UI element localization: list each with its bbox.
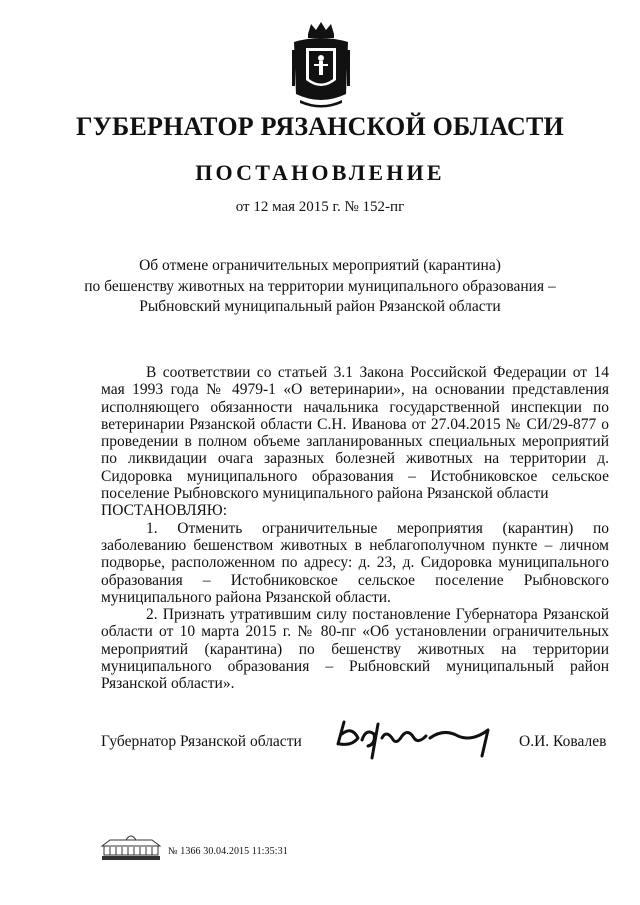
subject-line: Рыбновский муниципальный район Рязанской области: [139, 298, 501, 315]
signatory-name: О.И. Ковалев: [519, 733, 607, 750]
preamble-paragraph: В соответствии со статьей 3.1 Закона Российской Федерации от 14 мая 1993 года № 4979-1 «О ветеринарии», на основании представления исполняющего обязанности начальника государственной инспекции по ветеринарии Рязанской области С.Н. Иванова от 27.04.2015 № СИ/29-877 о проведении в полном объеме запланированных специальных мероприятий по ликвидации очага заразных болезней животных на территории д. Сидоровка муниципального образования – Истобниковское сельское поселение Рыбновского муниципального района Рязанской области: [101, 364, 609, 503]
document-type: ПОСТАНОВЛЕНИЕ: [195, 160, 445, 185]
issuer-title: ГУБЕРНАТОР РЯЗАНСКОЙ ОБЛАСТИ: [76, 112, 564, 141]
handwritten-signature: [332, 714, 504, 764]
registration-stamp: № 1366 30.04.2015 11:35:31: [168, 846, 288, 857]
subject-line: Об отмене ограничительных мероприятий (карантина): [139, 257, 501, 274]
item-1-paragraph: 1. Отменить ограничительные мероприятия (карантин) по заболеванию бешенством животных в неблагополучном пункте – личном подворье, расположенном по адресу: д. 23, д. Сидоровка муниципального образования – Истобниковское сельское поселение Рыбновского муниципального района Рязанской области.: [101, 519, 609, 606]
document-date-number: от 12 мая 2015 г. № 152-пг: [235, 199, 405, 215]
building-logo-icon: [100, 830, 162, 862]
coat-of-arms-icon: [286, 20, 356, 110]
decree-word: ПОСТАНОВЛЯЮ:: [101, 502, 228, 520]
signatory-title: Губернатор Рязанской области: [101, 733, 302, 750]
item-2-paragraph: 2. Признать утратившим силу постановление Губернатора Рязанской области от 10 марта 2015 г. № 80-пг «Об установлении ограничительных мероприятий (карантина) по бешенству животных на территории муниципального образования – Рыбновский муниципальный район Рязанской области».: [101, 606, 609, 693]
subject-line: по бешенству животных на территории муниципального образования –: [84, 277, 556, 295]
document-body: [101, 364, 609, 693]
document-subject: [0, 256, 640, 318]
